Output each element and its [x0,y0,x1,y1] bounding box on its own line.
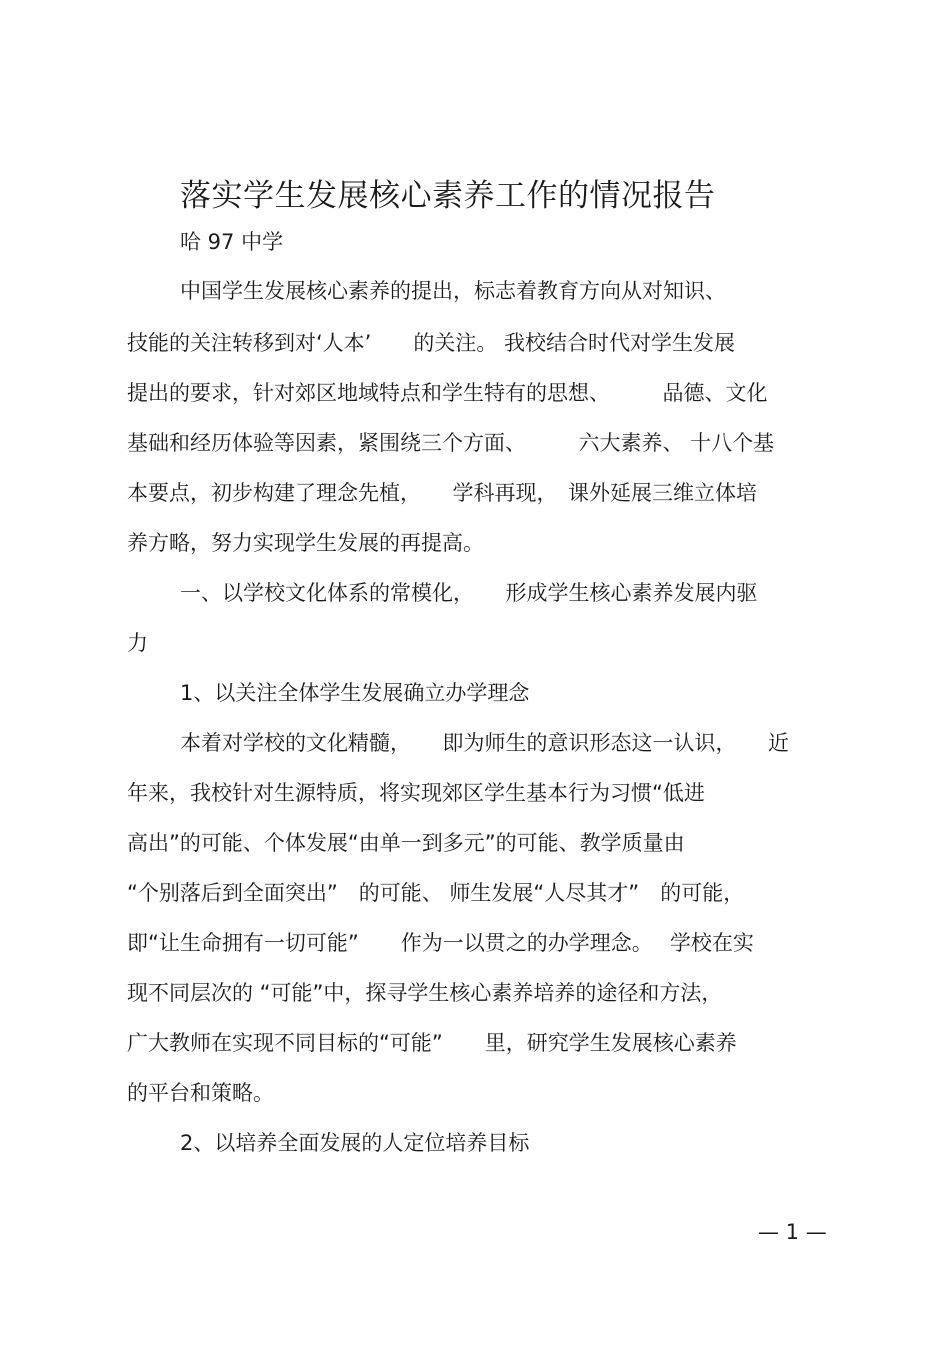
paragraph-line: 本着对学校的文化精髓， 即为师生的意识形态这一认识， 近 [180,731,789,755]
paragraph-line: “个别落后到全面突出” 的可能、 师生发展“人尽其才” 的可能， [127,881,745,905]
paragraph-line: 本要点，初步构建了理念先植， 学科再现， 课外延展三维立体培 [127,481,757,505]
paragraph-line: 技能的关注转移到对‘人本’ 的关注。 我校结合时代对学生发展 [127,331,736,355]
paragraph-line: 即“让生命拥有一切可能” 作为一以贯之的办学理念。 学校在实 [127,931,754,955]
subsection-heading: 2、以培养全面发展的人定位培养目标 [180,1131,530,1155]
paragraph-line: 现不同层次的 “可能”中，探寻学生核心素养培养的途径和方法， [127,981,723,1005]
paragraph-line: 广大教师在实现不同目标的“可能” 里，研究学生发展核心素养 [127,1031,737,1055]
paragraph-line: 高出”的可能、个体发展“由单一到多元”的可能、教学质量由 [127,831,685,855]
page-number: — 1 — [758,1220,827,1244]
paragraph-line: 养方略，努力实现学生发展的再提高。 [127,531,484,555]
section-heading-line: 一、以学校文化体系的常模化， 形成学生核心素养发展内驱 [180,581,758,605]
document-author: 哈 97 中学 [180,230,284,254]
section-heading-line: 力 [127,631,148,655]
paragraph-line: 年来，我校针对生源特质，将实现郊区学生基本行为习惯“低进 [127,781,705,805]
paragraph-line: 中国学生发展核心素养的提出，标志着教育方向从对知识、 [180,279,726,303]
paragraph-line: 基础和经历体验等因素，紧围绕三个方面、 六大素养、 十八个基 [127,431,775,455]
subsection-heading: 1、以关注全体学生发展确立办学理念 [180,681,530,705]
paragraph-line: 的平台和策略。 [127,1081,274,1105]
paragraph-line: 提出的要求，针对郊区地域特点和学生特有的思想、 品德、文化 [127,381,768,405]
document-title: 落实学生发展核心素养工作的情况报告 [180,178,716,214]
